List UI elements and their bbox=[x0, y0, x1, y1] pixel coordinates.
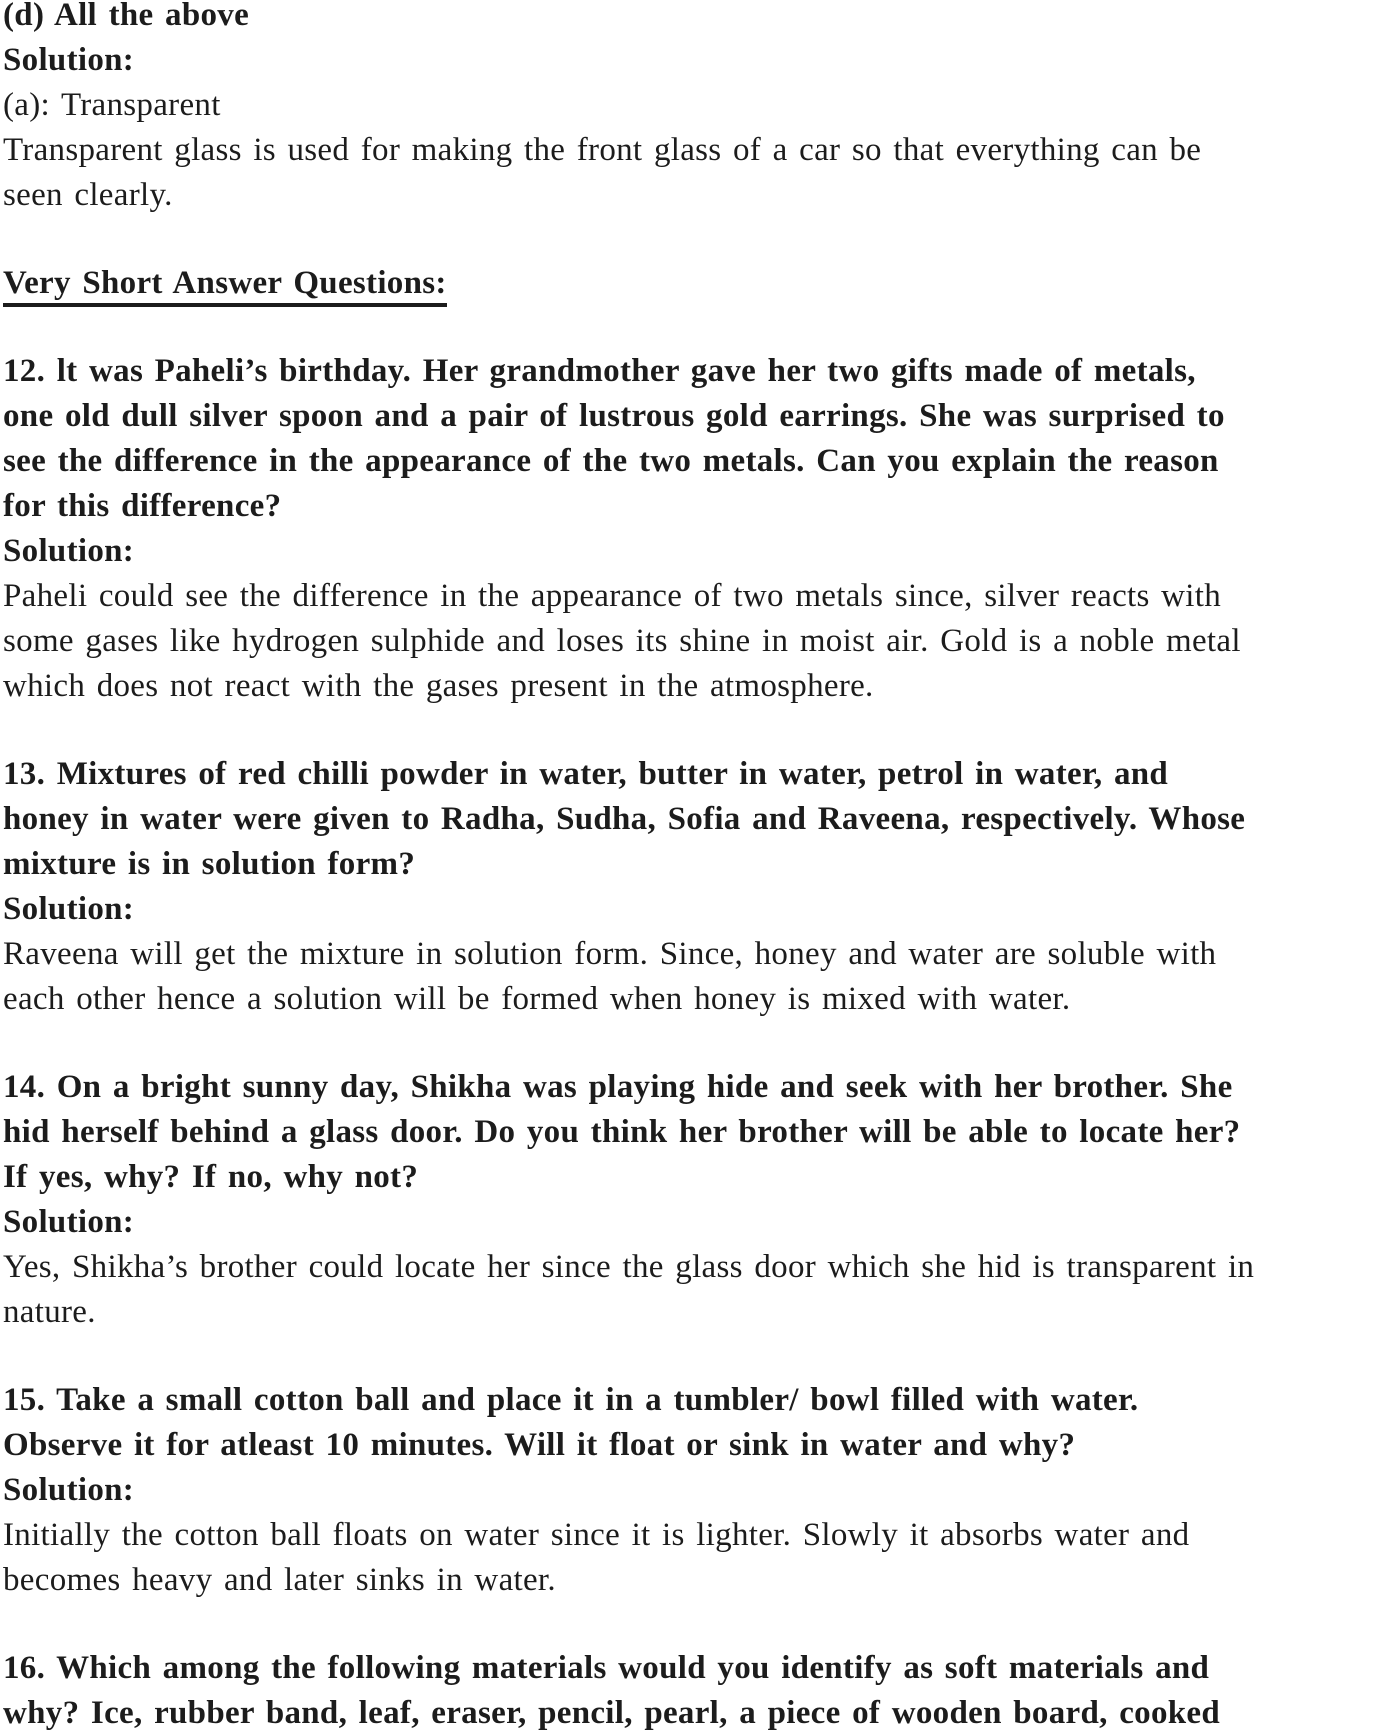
previous-question-solution bbox=[3, 0, 1392, 218]
question-15-line: Observe it for atleast 10 minutes. Will it float or sink in water and why? bbox=[3, 1427, 1076, 1463]
question-16-line: why? Ice, rubber band, leaf, eraser, pencil, pearl, a piece of wooden board, cooked bbox=[3, 1695, 1221, 1731]
question-14-line: hid herself behind a glass door. Do you think her brother will be able to locate her? bbox=[3, 1114, 1241, 1150]
answer-text-line: each other hence a solution will be formed when honey is mixed with water. bbox=[3, 981, 1071, 1017]
question-13-line: mixture is in solution form? bbox=[3, 846, 416, 882]
question-16-block bbox=[3, 1646, 1392, 1736]
answer-text-line: some gases like hydrogen sulphide and loses its shine in moist air. Gold is a noble metal bbox=[3, 623, 1241, 659]
option-d-label: (d) All the above bbox=[3, 0, 250, 33]
solution-label: Solution: bbox=[3, 42, 135, 78]
answer-text-line: becomes heavy and later sinks in water. bbox=[3, 1562, 556, 1598]
question-12-line: 12. lt was Paheli’s birthday. Her grandmother gave her two gifts made of metals, bbox=[3, 353, 1196, 389]
section-heading-text bbox=[3, 261, 1392, 306]
question-12-line: see the difference in the appearance of the two metals. Can you explain the reason bbox=[3, 443, 1219, 479]
question-14-block bbox=[3, 1065, 1392, 1335]
question-12-line: one old dull silver spoon and a pair of lustrous gold earrings. She was surprised to bbox=[3, 398, 1225, 434]
question-14-line: If yes, why? If no, why not? bbox=[3, 1159, 419, 1195]
solution-label: Solution: bbox=[3, 533, 135, 569]
question-12-block bbox=[3, 349, 1392, 709]
question-15-block bbox=[3, 1378, 1392, 1603]
answer-text-line: Raveena will get the mixture in solution form. Since, honey and water are soluble with bbox=[3, 936, 1217, 972]
question-13-line: honey in water were given to Radha, Sudha, Sofia and Raveena, respectively. Whose bbox=[3, 801, 1246, 837]
solution-label: Solution: bbox=[3, 1204, 135, 1240]
answer-text-line: seen clearly. bbox=[3, 177, 173, 213]
answer-text-line: which does not react with the gases present in the atmosphere. bbox=[3, 668, 874, 704]
underlined-heading-text: Very Short Answer Questions: bbox=[3, 265, 447, 307]
answer-text-line: nature. bbox=[3, 1294, 96, 1330]
question-16-line: 16. Which among the following materials would you identify as soft materials and bbox=[3, 1650, 1210, 1686]
answer-text-line: Transparent glass is used for making the front glass of a car so that everything can be bbox=[3, 132, 1202, 168]
question-14-line: 14. On a bright sunny day, Shikha was playing hide and seek with her brother. She bbox=[3, 1069, 1233, 1105]
question-13-block bbox=[3, 752, 1392, 1022]
answer-text-line: Yes, Shikha’s brother could locate her since the glass door which she hid is transparent in bbox=[3, 1249, 1255, 1285]
question-13-line: 13. Mixtures of red chilli powder in water, butter in water, petrol in water, and bbox=[3, 756, 1169, 792]
answer-text-line: Initially the cotton ball floats on water since it is lighter. Slowly it absorbs water and bbox=[3, 1517, 1190, 1553]
question-15-line: 15. Take a small cotton ball and place it in a tumbler/ bowl filled with water. bbox=[3, 1382, 1139, 1418]
solution-label: Solution: bbox=[3, 1472, 135, 1508]
section-heading bbox=[3, 261, 1392, 306]
answer-option-line: (a): Transparent bbox=[3, 87, 221, 123]
question-12-line: for this difference? bbox=[3, 488, 282, 524]
solution-label: Solution: bbox=[3, 891, 135, 927]
answer-text-line: Paheli could see the difference in the appearance of two metals since, silver reacts with bbox=[3, 578, 1222, 614]
